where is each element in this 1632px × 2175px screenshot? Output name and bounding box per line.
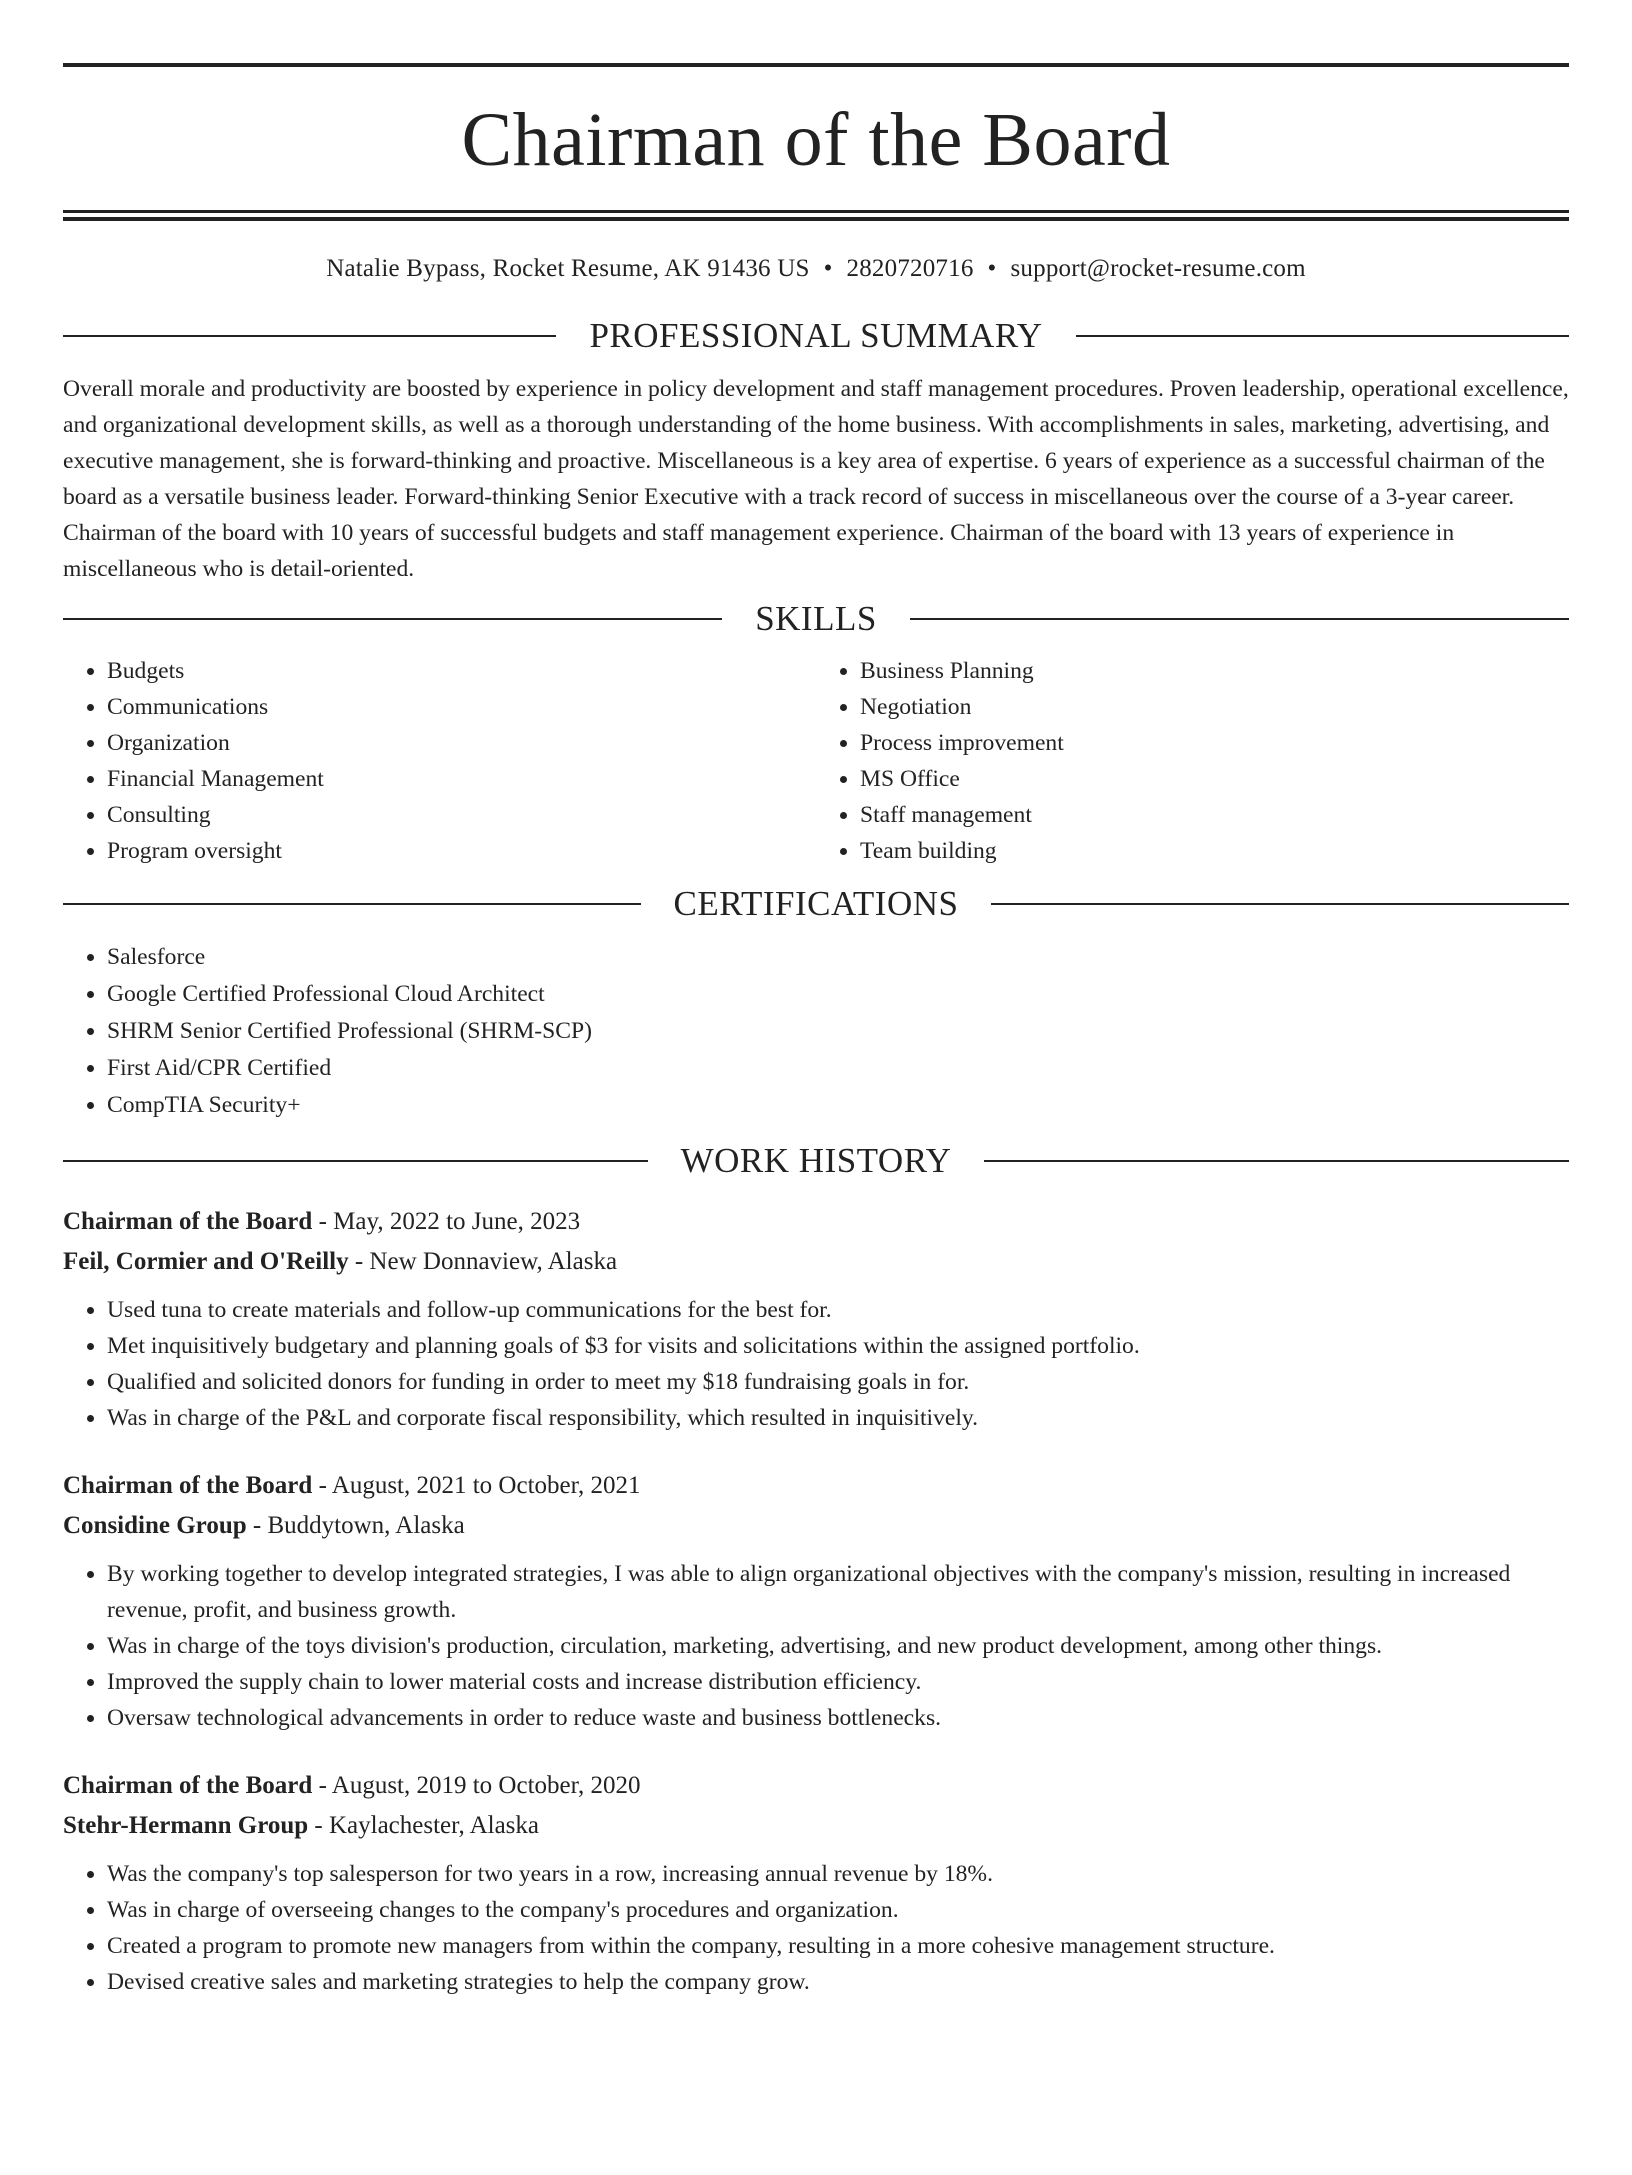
job-bullet: • Was in charge of the toys division's production, circulation, marketing, advertising, and new product development, among other things. bbox=[107, 1628, 1569, 1664]
job-dates: - May, 2022 to June, 2023 bbox=[312, 1208, 581, 1235]
job-title: Chairman of the Board bbox=[63, 1772, 313, 1799]
job-bullet: • Was in charge of overseeing changes to the company's procedures and organization. bbox=[107, 1892, 1569, 1928]
job-bullets bbox=[63, 1292, 1569, 1436]
skill-item: • Budgets bbox=[107, 653, 816, 689]
job-entry bbox=[63, 1766, 1569, 2000]
job-location: - New Donnaview, Alaska bbox=[348, 1248, 618, 1275]
skills-heading-label: SKILLS bbox=[755, 599, 877, 638]
skills-section-heading bbox=[63, 596, 1569, 642]
top-rule bbox=[63, 63, 1569, 67]
job-location: - Buddytown, Alaska bbox=[246, 1512, 465, 1539]
contact-address: Natalie Bypass, Rocket Resume, AK 91436 US bbox=[326, 255, 810, 282]
skills-columns bbox=[63, 653, 1569, 869]
job-bullet: • Oversaw technological advancements in order to reduce waste and business bottlenecks. bbox=[107, 1700, 1569, 1736]
certifications-heading-label: CERTIFICATIONS bbox=[673, 884, 959, 923]
heading-rule bbox=[984, 1160, 1569, 1162]
certifications-list bbox=[63, 939, 1569, 1124]
job-company: Feil, Cormier and O'Reilly bbox=[63, 1248, 349, 1275]
skill-item: • Negotiation bbox=[860, 689, 1569, 725]
job-dates: - August, 2019 to October, 2020 bbox=[312, 1772, 641, 1799]
job-bullet: • Improved the supply chain to lower material costs and increase distribution efficiency. bbox=[107, 1664, 1569, 1700]
job-title-line bbox=[63, 1202, 1569, 1242]
job-company: Considine Group bbox=[63, 1512, 247, 1539]
summary-section-heading bbox=[63, 313, 1569, 359]
job-bullet: • Used tuna to create materials and follow-up communications for the best for. bbox=[107, 1292, 1569, 1328]
job-company-line bbox=[63, 1242, 1569, 1282]
skill-item: • Consulting bbox=[107, 797, 816, 833]
heading-rule bbox=[1076, 335, 1569, 337]
heading-rule bbox=[63, 903, 641, 905]
contact-separator: • bbox=[823, 255, 833, 282]
job-title: Chairman of the Board bbox=[63, 1472, 313, 1499]
skill-item: • Business Planning bbox=[860, 653, 1569, 689]
skill-item: • Staff management bbox=[860, 797, 1569, 833]
skill-item: • Process improvement bbox=[860, 725, 1569, 761]
job-bullet: • Met inquisitively budgetary and planning goals of $3 for visits and solicitations within the assigned portfolio. bbox=[107, 1328, 1569, 1364]
heading-rule bbox=[991, 903, 1569, 905]
summary-paragraph: Overall morale and productivity are boosted by experience in policy development and staff management procedures. Proven leadership, operational excellence, and organizational development skills, as well as a thorough understanding of the home business. With accomplishments in sales, marketing, advertising, and executive management, she is forward-thinking and proactive. Miscellaneous is a key area of expertise. 6 years of experience as a successful chairman of the board as a versatile business leader. Forward-thinking Senior Executive with a track record of success in miscellaneous over the course of a 3-year career. Chairman of the board with 10 years of successful budgets and staff management experience. Chairman of the board with 13 years of experience in miscellaneous who is detail-oriented. bbox=[63, 376, 1569, 582]
certification-item: • First Aid/CPR Certified bbox=[107, 1050, 1569, 1087]
job-title-line bbox=[63, 1766, 1569, 1806]
job-bullet: • Created a program to promote new managers from within the company, resulting in a more cohesive management structure. bbox=[107, 1928, 1569, 1964]
certification-item: • Google Certified Professional Cloud Architect bbox=[107, 976, 1569, 1013]
skills-list-left bbox=[63, 653, 816, 869]
job-bullet: • Devised creative sales and marketing strategies to help the company grow. bbox=[107, 1964, 1569, 2000]
skill-item: • Team building bbox=[860, 833, 1569, 869]
heading-rule bbox=[63, 618, 722, 620]
job-entry bbox=[63, 1202, 1569, 1436]
contact-phone: 2820720716 bbox=[846, 255, 974, 282]
heading-rule bbox=[63, 335, 556, 337]
job-title: Chairman of the Board bbox=[63, 1208, 313, 1235]
heading-rule bbox=[63, 1160, 648, 1162]
skills-list-right bbox=[816, 653, 1569, 869]
summary-heading-label: PROFESSIONAL SUMMARY bbox=[589, 316, 1043, 355]
certifications-section-heading bbox=[63, 881, 1569, 927]
job-title-line bbox=[63, 1466, 1569, 1506]
contact-line bbox=[63, 251, 1569, 287]
heading-rule bbox=[910, 618, 1569, 620]
job-company-line bbox=[63, 1806, 1569, 1846]
job-company: Stehr-Hermann Group bbox=[63, 1812, 309, 1839]
skill-item: • MS Office bbox=[860, 761, 1569, 797]
job-bullet: • By working together to develop integrated strategies, I was able to align organizational objectives with the company's mission, resulting in increased revenue, profit, and business growth. bbox=[107, 1556, 1569, 1628]
work-history-heading-label: WORK HISTORY bbox=[680, 1141, 952, 1180]
contact-email: support@rocket-resume.com bbox=[1010, 255, 1306, 282]
job-bullet: • Was in charge of the P&L and corporate fiscal responsibility, which resulted in inquisitively. bbox=[107, 1400, 1569, 1436]
resume-title: Chairman of the Board bbox=[461, 98, 1171, 182]
certification-item: • Salesforce bbox=[107, 939, 1569, 976]
skill-item: • Communications bbox=[107, 689, 816, 725]
job-entry bbox=[63, 1466, 1569, 1736]
skill-item: • Financial Management bbox=[107, 761, 816, 797]
certification-item: • SHRM Senior Certified Professional (SHRM-SCP) bbox=[107, 1013, 1569, 1050]
job-bullet: • Qualified and solicited donors for funding in order to meet my $18 fundraising goals in for. bbox=[107, 1364, 1569, 1400]
job-company-line bbox=[63, 1506, 1569, 1546]
resume-page bbox=[0, 63, 1632, 2175]
job-bullets bbox=[63, 1856, 1569, 2000]
contact-separator: • bbox=[987, 255, 997, 282]
job-dates: - August, 2021 to October, 2021 bbox=[312, 1472, 641, 1499]
certification-item: • CompTIA Security+ bbox=[107, 1087, 1569, 1124]
job-bullet: • Was the company's top salesperson for two years in a row, increasing annual revenue by 18%. bbox=[107, 1856, 1569, 1892]
skill-item: • Program oversight bbox=[107, 833, 816, 869]
job-location: - Kaylachester, Alaska bbox=[308, 1812, 540, 1839]
skill-item: • Organization bbox=[107, 725, 816, 761]
job-bullets bbox=[63, 1556, 1569, 1736]
work-history-section-heading bbox=[63, 1138, 1569, 1184]
title-double-rule bbox=[63, 210, 1569, 221]
